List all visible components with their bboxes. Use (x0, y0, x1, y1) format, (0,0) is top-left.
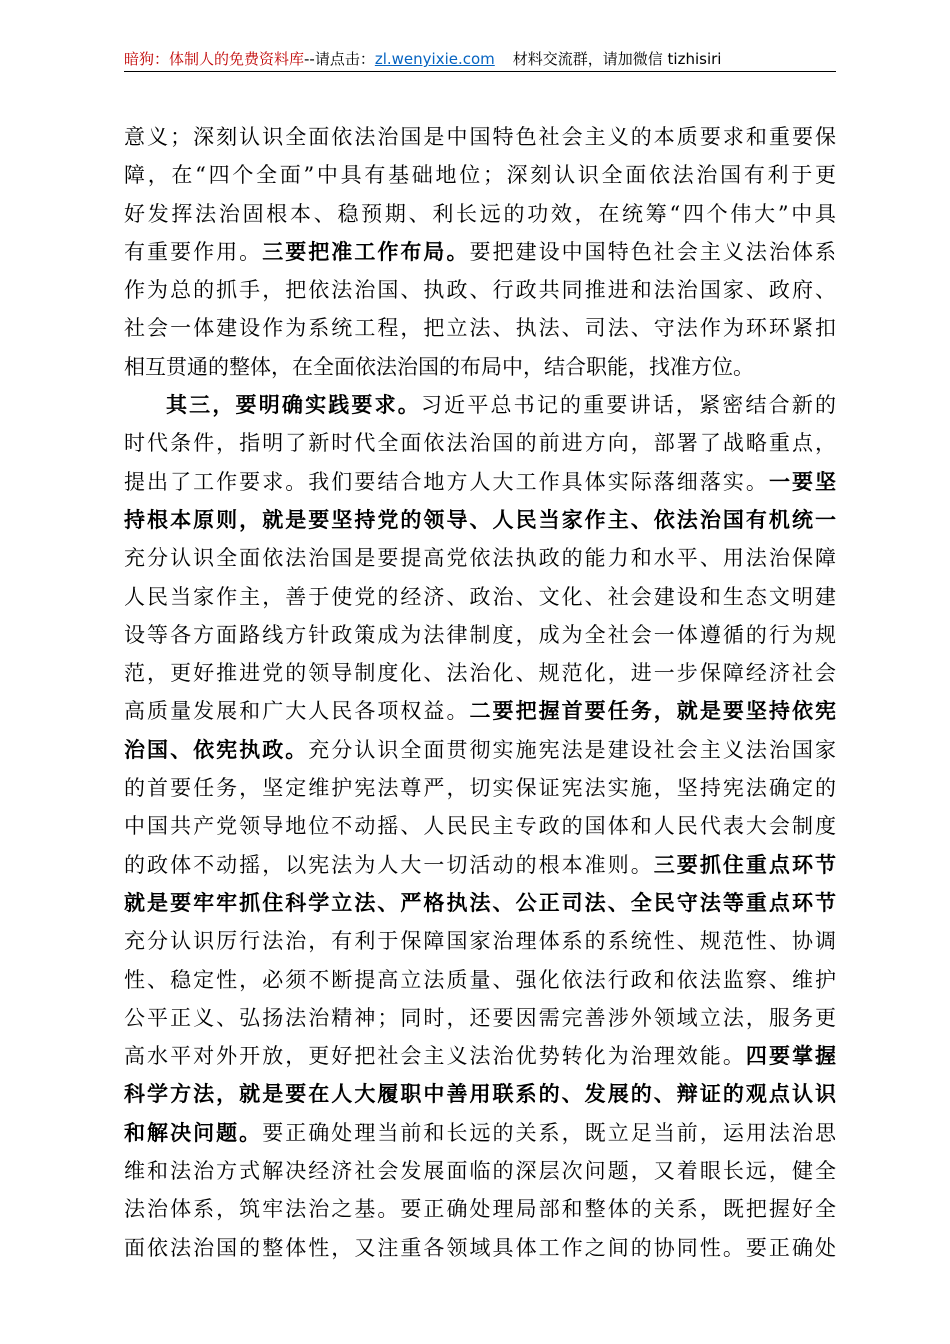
text-line (124, 884, 836, 922)
bold-text-run: 三要抓住重点环节 (653, 851, 836, 877)
text-line (124, 731, 836, 769)
text-run: 提出了工作要求。我们要结合地方人大工作具体实际落细落实。 (124, 469, 769, 494)
bold-text-run: 四要掌握 (745, 1043, 836, 1069)
text-line (124, 386, 836, 424)
text-run: 习近平总书记的重要讲话，紧密结合新的 (420, 393, 836, 418)
bold-text-run: 其三，要明确实践要求。 (166, 392, 421, 418)
text-run: 社会一体建设作为系统工程，把立法、执法、司法、守法作为环环紧扣 (124, 316, 836, 341)
text-run: 公平正义、弘扬法治精神；同时，还要因需完善涉外领域立法，服务更 (124, 1005, 836, 1030)
header-prompt: --请点击： (304, 50, 375, 68)
text-line (124, 348, 836, 386)
text-run: 高水平对外开放，更好把社会主义法治优势转化为治理效能。 (124, 1044, 746, 1069)
bold-text-run: 治国、依宪执政。 (124, 736, 309, 762)
text-run: 充分认识全面依法治国是要提高党依法执政的能力和水平、用法治保障 (124, 546, 836, 571)
bold-text-run: 就是要牢牢抓住科学立法、严格执法、公正司法、全民守法等重点环节 (124, 889, 836, 915)
text-line (124, 654, 836, 692)
document-body (124, 118, 836, 1267)
text-run: 障，在“四个全面”中具有基础地位；深刻认识全面依法治国有利于更 (124, 163, 836, 188)
text-run: 好发挥法治固根本、稳预期、利长远的功效，在统筹“四个伟大”中具 (124, 201, 836, 226)
text-run: 充分认识全面贯彻实施宪法是建设社会主义法治国家 (308, 737, 836, 762)
bold-text-run: 和解决问题。 (124, 1119, 263, 1145)
text-line (124, 1114, 836, 1152)
text-run: 的首要任务，坚定维护宪法尊严，切实保证宪法实施，坚持宪法确定的 (124, 776, 836, 801)
bold-text-run: 二要把握首要任务，就是要坚持依宪 (469, 698, 836, 724)
text-run: 面依法治国的整体性，又注重各领域具体工作之间的协同性。要正确处 (124, 1235, 836, 1260)
bold-text-run: 一要坚 (768, 468, 836, 494)
text-run: 意义；深刻认识全面依法治国是中国特色社会主义的本质要求和重要保 (124, 125, 836, 149)
text-line (124, 1037, 836, 1075)
text-run: 有重要作用。 (124, 239, 263, 264)
text-line (124, 1229, 836, 1267)
header-divider (124, 71, 836, 72)
text-line (124, 424, 836, 462)
text-run: 充分认识厉行法治，有利于保障国家治理体系的系统性、规范性、协调 (124, 929, 836, 954)
text-line (124, 539, 836, 577)
text-run: 要正确处理当前和长远的关系，既立足当前，运用法治思 (262, 1120, 836, 1145)
text-line (124, 463, 836, 501)
text-line (124, 961, 836, 999)
header-link[interactable]: zl.wenyixie.com (374, 50, 495, 68)
text-line (124, 692, 836, 730)
text-run: 人民当家作主，善于使党的经济、政治、文化、社会建设和生态文明建 (124, 584, 836, 609)
text-run: 作为总的抓手，把依法治国、执政、行政共同推进和法治国家、政府、 (124, 278, 836, 303)
text-run: 性、稳定性，必须不断提高立法质量、强化依法行政和依法监察、维护 (124, 967, 836, 992)
text-line (124, 769, 836, 807)
text-line (124, 501, 836, 539)
text-line (124, 195, 836, 233)
text-run: 维和法治方式解决经济社会发展面临的深层次问题，又着眼长远，健全 (124, 1159, 836, 1184)
text-line (124, 233, 836, 271)
text-line (124, 309, 836, 347)
text-line (124, 922, 836, 960)
page-header (124, 46, 836, 72)
header-brand: 暗狗：体制人的免费资料库 (124, 50, 305, 68)
text-line (124, 1190, 836, 1228)
text-line (124, 156, 836, 194)
text-run: 设等各方面路线方针政策成为法律制度，成为全社会一体遵循的行为规 (124, 622, 836, 647)
text-run: 时代条件，指明了新时代全面依法治国的前进方向，部署了战略重点， (124, 431, 836, 456)
bold-text-run: 持根本原则，就是要坚持党的领导、人民当家作主、依法治国有机统一 (124, 506, 836, 532)
bold-text-run: 科学方法，就是要在人大履职中善用联系的、发展的、辩证的观点认识 (124, 1081, 836, 1107)
text-line (124, 271, 836, 309)
text-line (124, 999, 836, 1037)
text-line (124, 807, 836, 845)
bold-text-run: 三要把准工作布局。 (262, 238, 470, 264)
text-run: 要把建设中国特色社会主义法治体系 (469, 239, 836, 264)
text-run: 相互贯通的整体，在全面依法治国的布局中，结合职能，找准方位。 (124, 354, 754, 379)
text-line (124, 1075, 836, 1113)
header-contact: 材料交流群，请加微信 tizhisiri (512, 50, 722, 68)
text-run: 中国共产党领导地位不动摇、人民民主专政的国体和人民代表大会制度 (124, 814, 836, 839)
text-line (124, 1152, 836, 1190)
text-run: 高质量发展和广大人民各项权益。 (124, 699, 470, 724)
text-run: 的政体不动摇，以宪法为人大一切活动的根本准则。 (124, 852, 654, 877)
text-line (124, 616, 836, 654)
text-run: 范，更好推进党的领导制度化、法治化、规范化，进一步保障经济社会 (124, 661, 836, 686)
text-line (124, 118, 836, 156)
text-line (124, 846, 836, 884)
text-run: 法治体系，筑牢法治之基。要正确处理局部和整体的关系，既把握好全 (124, 1197, 836, 1222)
text-line (124, 578, 836, 616)
